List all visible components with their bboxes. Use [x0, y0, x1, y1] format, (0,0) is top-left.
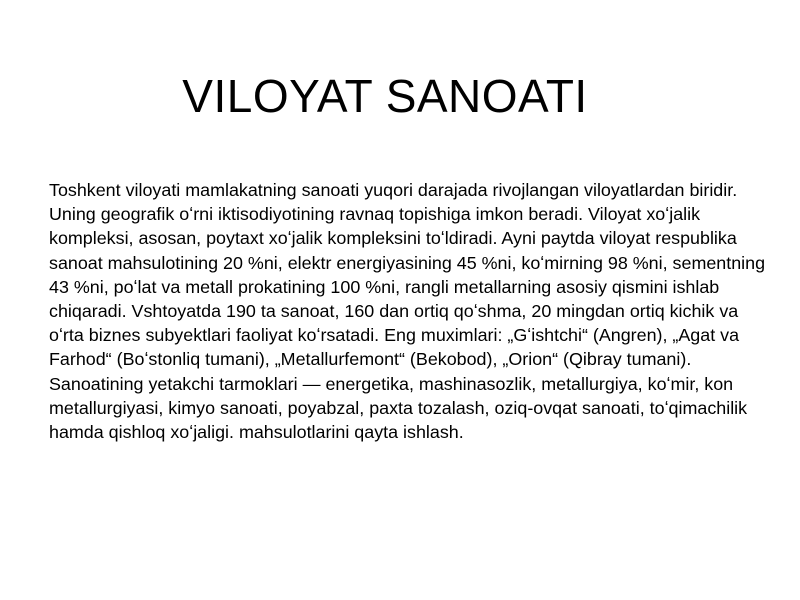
slide-title: VILOYAT SANOATI — [182, 70, 588, 122]
body-paragraph: Sanoatining yetakchi tarmoklari — energetika, mashinasozlik, metallurgiya, koʻmir, kon metallurgiyasi, kimyo sanoati, poyabzal, paxta tozalash, oziq-ovqat sanoati, toʻqimachilik hamda qishloq xoʻjaligi. mahsulotlarini qayta ishlash. — [49, 373, 748, 443]
body-paragraph: Toshkent viloyati mamlakatning sanoati yuqori darajada rivojlangan viloyatlardan biridir. Uning geografik oʻrni iktisodiyotining ravnaq topishiga imkon beradi. Viloyat xoʻjalik kompleksi, asosan, poytaxt xoʻjalik kompleksini toʻldiradi. Ayni paytda viloyat respublika sanoat mahsulotining 20 %ni, elektr energiyasining 45 %ni, koʻmirning 98 %ni, sementning 43 %ni, poʻlat va metall prokatining 100 %ni, rangli metallarning asosiy qismini ishlab chiqaradi. Vshtoyatda 190 ta sanoat, 160 dan ortiq qoʻshma, 20 mingdan ortiq kichik va oʻrta biznes subyektlari faoliyat koʻrsatadi. Eng muximlari: „Gʻishtchi“ (Angren), „Agat va Farhod“ (Boʻstonliq tumani), „Metallurfemont“ (Bekobod), „Orion“ (Qibray tumani). — [49, 180, 766, 370]
slide-body — [49, 178, 769, 444]
